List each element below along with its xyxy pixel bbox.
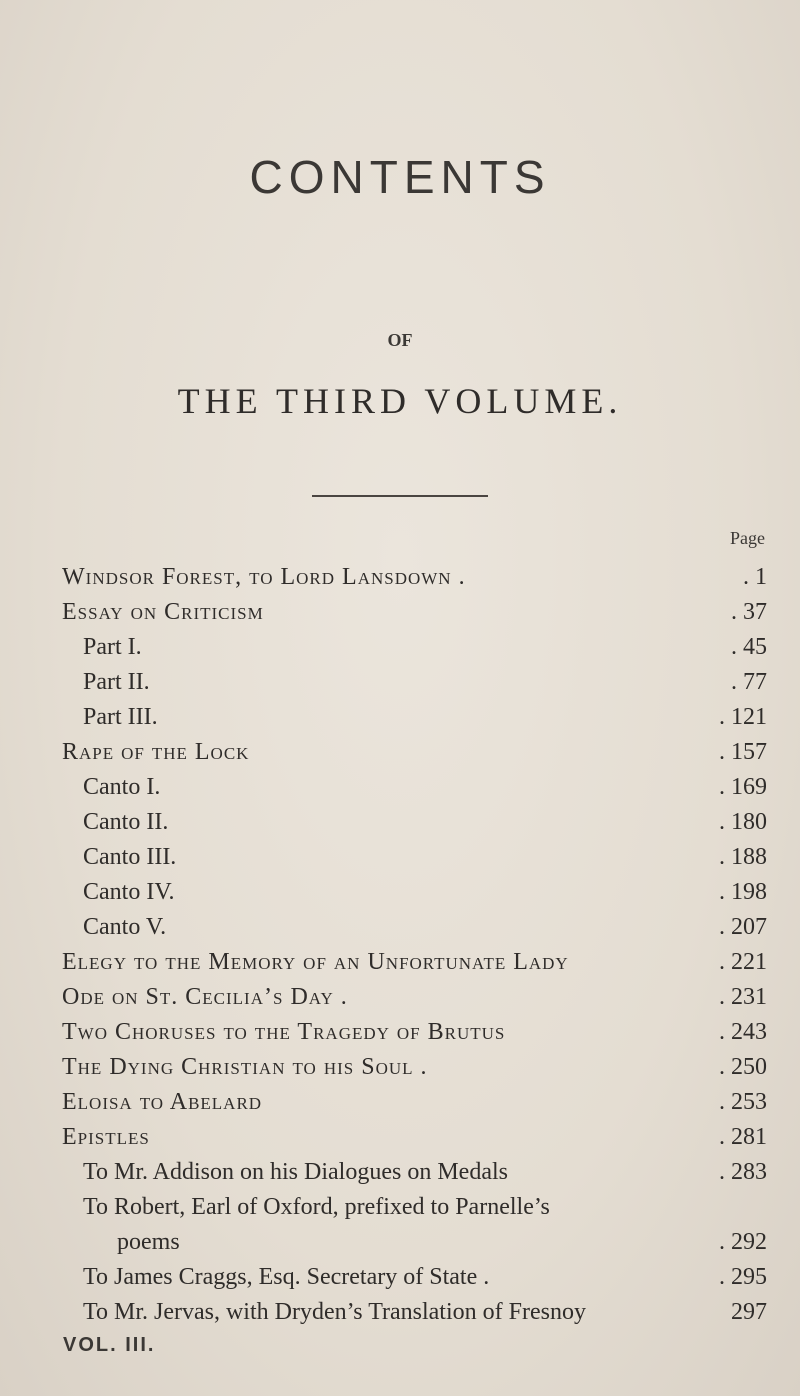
toc-entry-title: Epistles bbox=[62, 1124, 150, 1150]
volume-title: THE THIRD VOLUME. bbox=[177, 381, 623, 421]
toc-entry-title: Rape of the Lock bbox=[62, 739, 250, 765]
toc-entry-page: . 37 bbox=[731, 599, 767, 625]
toc-entry bbox=[0, 1049, 800, 1085]
toc-entry-page: . 1 bbox=[743, 564, 767, 590]
toc-entry bbox=[0, 1014, 800, 1050]
toc-entry bbox=[0, 1294, 800, 1330]
toc-entry-page: . 253 bbox=[719, 1089, 767, 1115]
toc-entry-page: . 231 bbox=[719, 984, 767, 1010]
toc-entry-page: . 207 bbox=[719, 914, 767, 940]
toc-entry bbox=[0, 1224, 800, 1260]
toc-entry bbox=[0, 699, 800, 735]
toc-entry-page: . 188 bbox=[719, 844, 767, 870]
toc-entry bbox=[0, 1189, 800, 1225]
toc-entry-page: . 283 bbox=[719, 1159, 767, 1185]
toc-entry-title: Part I. bbox=[83, 634, 142, 660]
toc-entry bbox=[0, 594, 800, 630]
toc-entry-title: Ode on St. Cecilia’s Day . bbox=[62, 984, 348, 1010]
toc-entry-page: . 121 bbox=[719, 704, 767, 730]
toc-entry-page: 297 bbox=[731, 1299, 767, 1325]
toc-entry-title: Elegy to the Memory of an Unfortunate Lady bbox=[62, 949, 569, 975]
toc-entry bbox=[0, 1119, 800, 1155]
toc-entry bbox=[0, 979, 800, 1015]
toc-entry-title: To James Craggs, Esq. Secretary of State . bbox=[83, 1264, 490, 1290]
toc-entry-page: . 180 bbox=[719, 809, 767, 835]
toc-entry bbox=[0, 874, 800, 910]
toc-entry bbox=[0, 559, 800, 595]
toc-entry bbox=[0, 629, 800, 665]
toc-entry bbox=[0, 1259, 800, 1295]
title-rule bbox=[312, 495, 488, 497]
toc-entry-page: . 281 bbox=[719, 1124, 767, 1150]
toc-entry-title: poems bbox=[117, 1229, 180, 1255]
toc-entry-page: . 250 bbox=[719, 1054, 767, 1080]
toc-entry-title: Part II. bbox=[83, 669, 150, 695]
toc-entry-page: . 45 bbox=[731, 634, 767, 660]
toc-entry-title: Part III. bbox=[83, 704, 158, 730]
toc-entry bbox=[0, 734, 800, 770]
toc-entry-page: . 157 bbox=[719, 739, 767, 765]
toc-entry-page: . 198 bbox=[719, 879, 767, 905]
toc-entry bbox=[0, 909, 800, 945]
toc-entry-title: Canto V. bbox=[83, 914, 167, 940]
toc-entry bbox=[0, 1154, 800, 1190]
toc-entry-title: Canto I. bbox=[83, 774, 161, 800]
toc-entry bbox=[0, 769, 800, 805]
toc-entry-title: Windsor Forest, to Lord Lansdown . bbox=[62, 564, 466, 590]
toc-entry bbox=[0, 944, 800, 980]
toc-entry-page: . 295 bbox=[719, 1264, 767, 1290]
toc-entry bbox=[0, 1084, 800, 1120]
toc-entry-page: . 292 bbox=[719, 1229, 767, 1255]
toc-entry-page: . 169 bbox=[719, 774, 767, 800]
toc-entry-page: . 243 bbox=[719, 1019, 767, 1045]
toc-entry-page: . 221 bbox=[719, 949, 767, 975]
page-column-header: Page bbox=[730, 528, 765, 548]
toc-entry bbox=[0, 664, 800, 700]
toc-entry-title: The Dying Christian to his Soul . bbox=[62, 1054, 428, 1080]
toc-entry-title: To Mr. Jervas, with Dryden’s Translation of Fresnoy bbox=[83, 1299, 586, 1325]
toc-entry-title: Two Choruses to the Tragedy of Brutus bbox=[62, 1019, 506, 1045]
toc-entry-title: To Robert, Earl of Oxford, prefixed to Parnelle’s bbox=[83, 1194, 550, 1220]
title-of: OF bbox=[387, 330, 413, 350]
page-title: CONTENTS bbox=[249, 151, 551, 203]
toc-entry-title: To Mr. Addison on his Dialogues on Medals bbox=[83, 1159, 508, 1185]
toc-entry-page: . 77 bbox=[731, 669, 767, 695]
toc-entry-title: Canto IV. bbox=[83, 879, 175, 905]
toc-entry-title: Canto III. bbox=[83, 844, 177, 870]
volume-signature: VOL. III. bbox=[63, 1334, 156, 1356]
toc-entry-title: Canto II. bbox=[83, 809, 169, 835]
toc-entry-title: Eloisa to Abelard bbox=[62, 1089, 263, 1115]
toc-entry bbox=[0, 839, 800, 875]
toc-entry bbox=[0, 804, 800, 840]
toc-entry-title: Essay on Criticism bbox=[62, 599, 264, 625]
